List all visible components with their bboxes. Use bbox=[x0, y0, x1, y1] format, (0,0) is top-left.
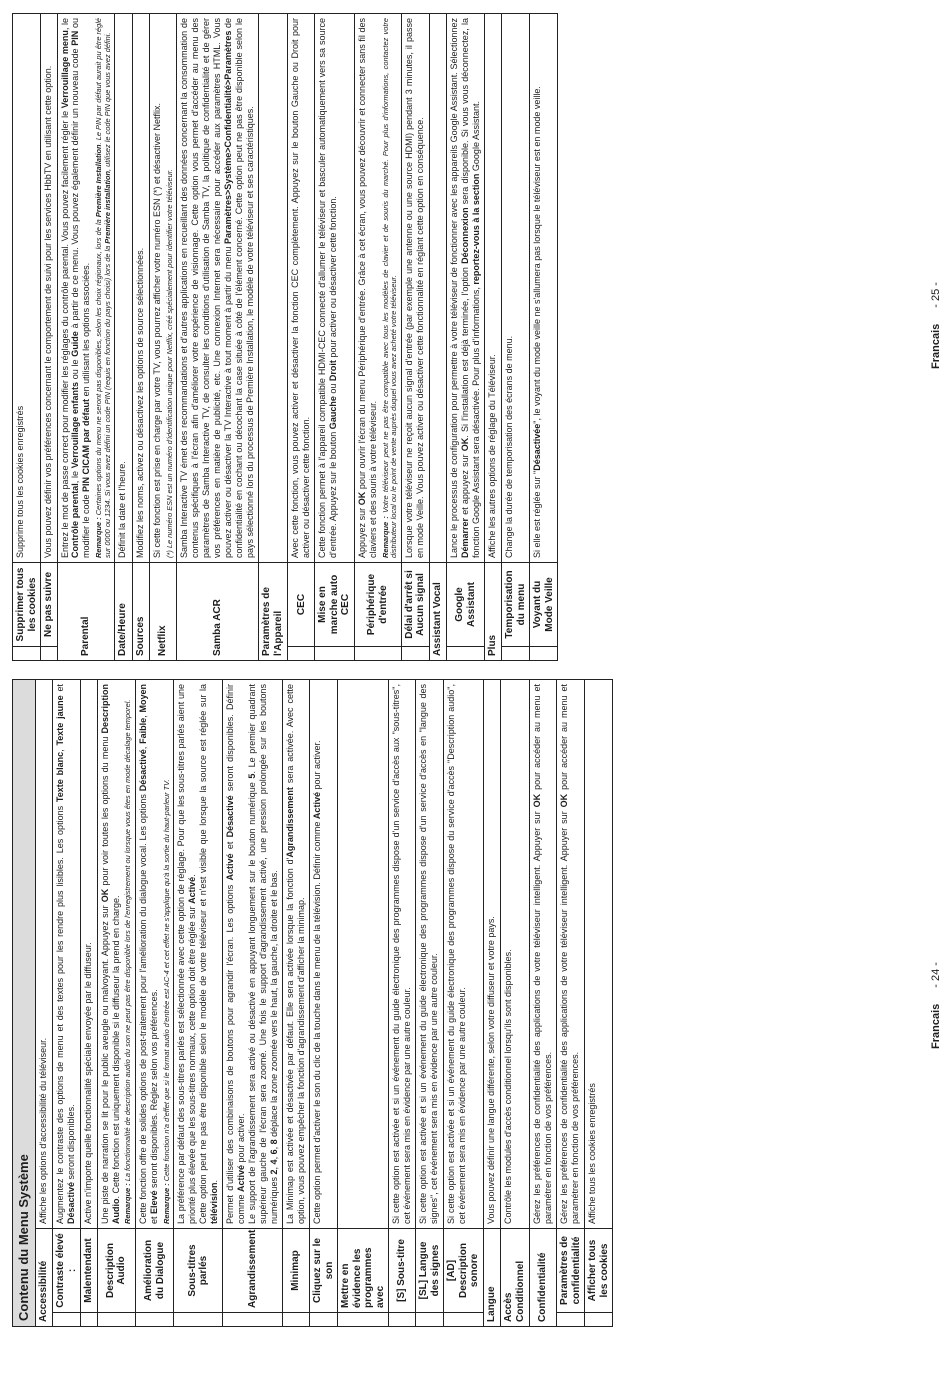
row-label: Amélioration du Dialogue bbox=[136, 1229, 174, 1313]
table-row bbox=[41, 14, 58, 661]
row-description: Si cette option est activée et si un événement du guide électronique des programmes dispose d'un service d'accès en "langue des signes", cet événement sera mis en évidence par une autre couleur. bbox=[416, 680, 444, 1229]
table-row bbox=[502, 14, 530, 661]
row-description: Modifiez les noms, activez ou désactivez les options de source sélectionnées. bbox=[132, 14, 149, 563]
row-label: Périphérique d'entrée bbox=[354, 563, 401, 647]
row-description: La Minimap est activée et désactivée par défaut. Elle sera activée lorsque la fonction d'Agrandissement sera activée. Avec cette option, vous pouvez empêcher la fonction d'agrandissement d'afficher la minimap. bbox=[283, 680, 310, 1229]
menu-table-page-24 bbox=[12, 679, 613, 1327]
row-label: Voyant du Mode Veille bbox=[530, 563, 558, 647]
row-description: Cette fonction offre de solides options de post-traitement pour l'amélioration du dialogue vocal. Les options Désactivé, Faible, Moyen et Elevé seront disponibles. Réglez selon vos préférences. Remarque : Cette fonction n'a d'effet que si le format audio d'entrée est AC-4 et cet effet ne s'applique qu'à la sortie du haut-parleur TV. bbox=[136, 680, 174, 1229]
row-description: Active n'importe quelle fonctionnalité spéciale envoyée par le diffuseur. bbox=[81, 680, 98, 1229]
row-note: Remarque : Votre téléviseur peut ne pas être compatible avec tous les modèles de clavier et de souris du marché. Pour plus d'informations, contactez votre distributeur local ou le point de vente auprès duquel vous avez acheté votre téléviseur. bbox=[380, 18, 399, 558]
row-description: Augmentez le contraste des options de menu et des textes pour les rendre plus lisibles. Les options Texte blanc, Texte jaune et Désactivé seront disponibles. bbox=[53, 680, 81, 1229]
row-label: Contraste élevé : bbox=[53, 1229, 81, 1313]
section-label: Samba ACR bbox=[177, 563, 259, 661]
table-row bbox=[97, 680, 135, 1327]
row-description: Cette option permet d'activer le son du clic de la touche dans le menu de la télévision. Définir comme Activé pour activer. bbox=[310, 680, 338, 1229]
row-note: Remarque : La fonctionnalité de description audio du son ne peut pas être disponible lors de l'enregistrement ou lorsque vous êtes en mode décalage temporel. bbox=[123, 699, 133, 1224]
row-description: Vous pouvez définir vos préférences concernant le comportement de suivi pour les services HbbTV en utilisant cette option. bbox=[41, 14, 58, 563]
table-row bbox=[136, 680, 174, 1327]
row-description: Lorsque votre téléviseur ne reçoit aucun signal d'entrée (par exemple une antenne ou une source HDMI) pendant 3 minutes, il passe en mode Veille. Vous pouvez activer ou désactiver cette fonctionnalité en réglant cette option en conséquence. bbox=[401, 14, 429, 563]
section-label: Paramètres de l'Appareil bbox=[259, 563, 288, 661]
table-row bbox=[132, 14, 149, 661]
row-note: (*) Le numéro ESN est un numéro d'identification unique pour Netflix, créé spécialement pour identifier votre téléviseur. bbox=[164, 169, 174, 558]
row-label: Sous-titres parlés bbox=[174, 1229, 223, 1313]
table-row bbox=[13, 680, 36, 1327]
table-row bbox=[259, 14, 288, 661]
row-label: CEC bbox=[288, 563, 315, 647]
row-description: Supprime tous les cookies enregistrés bbox=[13, 14, 41, 563]
section-label: Langue bbox=[483, 1229, 500, 1327]
table-row bbox=[149, 14, 176, 661]
row-description: Gérez les préférences de confidentialité des applications de votre téléviseur intelligent. Appuyer sur OK pour accéder au menu et paramétrer en fonction de vos préférences. bbox=[530, 680, 557, 1229]
page-title: Contenu du Menu Système bbox=[13, 680, 36, 1327]
row-description: Entrez le mot de passe correct pour modifier les réglages du contrôle parental. Vous pouvez facilement régler le Verrouillage menu, le Contrôle parental, le Verrouillage enfants ou le Guide à partir de ce menu. Vous pouvez également définir un nouveau code PIN ou modifier le code PIN CICAM par défaut en utilisant les options associées. Remarque : Certaines options du menu ne seront pas disponibles, selon les choix régionaux, lors de la Première Installation. Le PIN par défaut aurait pu être réglé sur 0000 ou 1234. Si vous avez défini un code PIN (requis en fonction du pays choisi) lors de la Première installation, utilisez le code PIN que vous avez défini. bbox=[57, 14, 115, 563]
row-label: [S] Sous-titre bbox=[389, 1229, 416, 1313]
section-label: Netflix bbox=[149, 563, 176, 661]
section-label: Plus bbox=[484, 563, 501, 661]
row-description: Affiche tous les cookies enregistrés bbox=[585, 680, 613, 1229]
row-label: [SL] Langue des signes bbox=[416, 1229, 444, 1313]
row-label: Temporisation du menu bbox=[502, 563, 530, 647]
table-row bbox=[115, 14, 132, 661]
row-description: Si cette option est activée et si un événement du guide électronique des programmes dispose d'un service d'accès aux "sous-titres", cet événement sera mis en évidence par une autre couleur. bbox=[389, 680, 416, 1229]
table-row bbox=[530, 14, 558, 661]
table-row bbox=[401, 14, 429, 661]
row-label: Google Assistant bbox=[447, 563, 485, 647]
table-row bbox=[288, 14, 315, 661]
section-label: Confidentialité bbox=[530, 1229, 557, 1327]
row-label: Supprimer tous les cookies bbox=[13, 563, 41, 647]
table-row bbox=[315, 14, 355, 661]
table-row bbox=[557, 680, 585, 1327]
row-description: Permet d'utiliser des combinaisons de boutons pour agrandir l'écran. Les options Activé et Désactivé seront disponibles. Définir comme Activé pour activer. Le support de l'agrandissement sera activé ou désactivé en appuyant longuement sur le bouton numérique 5. Le premier quadrant supérieur gauche de l'écran sera zoomé. Une fois le support d'agrandissement activé, une pression prolongée sur les boutons numériques 2, 4, 6, 8 déplace la zone zoomée vers le haut, la gauche, la droite et le bas. bbox=[223, 680, 283, 1229]
row-description: Appuyez sur OK pour ouvrir l'écran du menu Périphérique d'entrée. Grâce à cet écran, vous pouvez découvrir et connecter sans fil des claviers et des souris à votre téléviseur. Remarque : Votre téléviseur peut ne pas être compatible avec tous les modèles de clavier et de souris du marché. Pour plus d'informations, contactez votre distributeur local ou le point de vente auprès duquel vous avez acheté votre téléviseur. bbox=[354, 14, 401, 563]
row-description: Affiche les options d'accessibilité du téléviseur. bbox=[35, 680, 52, 1229]
row-description: Contrôle les modules d'accès conditionnel lorsqu'ils sont disponibles. bbox=[500, 680, 529, 1229]
section-label: Sources bbox=[132, 563, 149, 661]
table-row bbox=[57, 14, 115, 661]
row-description: Affiche les autres options de réglage du Téléviseur. bbox=[484, 14, 501, 563]
table-row bbox=[429, 14, 446, 661]
row-label: Ne pas suivre bbox=[41, 563, 58, 647]
row-description: Cette fonction permet à l'appareil compatible HDMI-CEC connecté d'allumer le téléviseur et basculer automatiquement vers sa source d'entrée. Appuyez sur le bouton Gauche ou Droit pour activer ou désactiver cette fonction. bbox=[315, 14, 355, 563]
row-label: Malentendant bbox=[81, 1229, 98, 1313]
table-row bbox=[81, 680, 98, 1327]
row-description: Gérez les préférences de confidentialité des applications de votre téléviseur intelligent. Appuyer sur OK pour accéder au menu et paramétrer en fonction de vos préférences. bbox=[557, 680, 585, 1229]
table-row bbox=[35, 680, 52, 1327]
row-label: Description Audio bbox=[97, 1229, 135, 1313]
row-label: Mettre en évidence les programmes avec bbox=[338, 1229, 389, 1313]
row-label: Minimap bbox=[283, 1229, 310, 1313]
page-number-24: Francais- 24 - bbox=[930, 962, 942, 1049]
table-row bbox=[283, 680, 310, 1327]
row-description: Samba Interactive TV émet des recommandations et d'autres applications en recueillant des données concernant la consommation de contenus spécifiques à l'écran afin d'améliorer votre expérience de visionnage. Cette option vous permet d'accéder au menu des paramètres de Samba Interactive TV, de consulter les conditions d'utilisation de Samba TV, la politique de confidentialité et de gérer vos préférences en matière de publicité, etc. Une connexion Internet sera nécessaire pour accéder aux paramètres HTML. Vous pouvez activer ou désactiver la TV Interactive à tout moment à partir du menu Paramètres>Système>Confidentialité>Paramètres de confidentialité en cochant ou décochant la case située à côté de l'élément concerné. Cette option peut ne pas être disponible selon le pays sélectionné lors du processus de Première Installation, le modèle de votre téléviseur et ses caractéristiques. bbox=[177, 14, 259, 563]
row-description: Vous pouvez définir une langue différente, selon votre diffuseur et votre pays. bbox=[483, 680, 500, 1229]
table-row bbox=[177, 14, 259, 661]
table-row bbox=[338, 680, 389, 1327]
row-label: Délai d'arrêt si Aucun signal bbox=[401, 563, 429, 647]
row-label: Cliquez sur le son bbox=[310, 1229, 338, 1313]
row-description: Lance le processus de configuration pour permettre à votre téléviseur de fonctionner avec les appareils Google Assistant. Sélectionnez Démarrer et appuyez sur OK. Si l'installation est déjà terminée, l'option Déconnexion sera disponible. Si vous vous déconnectez, la fonction Google Assistant sera désactivée. Pour plus d'informations, reportez-vous à la section Google Assistant. bbox=[447, 14, 485, 563]
section-label: Accessibilité bbox=[35, 1229, 52, 1327]
row-note: Remarque : Certaines options du menu ne seront pas disponibles, selon les choix régionaux, lors de la Première Installation. Le PIN par défaut aurait pu être réglé sur 0000 ou 1234. Si vous avez défini un code PIN (requis en fonction du pays choisi) lors de la Première installation, utilisez le code PIN que vous avez défini. bbox=[94, 18, 112, 558]
table-row bbox=[447, 14, 485, 661]
table-row bbox=[585, 680, 613, 1327]
row-label: Mise en marche auto CEC bbox=[315, 563, 355, 647]
row-description: La préférence par défaut des sous-titres parlés est sélectionnée avec cette option de réglage. Pour que les sous-titres parlés aient une priorité plus élevée que les sous-titres normaux, cette option doit être réglée sur Activé. Cette option peut ne pas être disponible selon le modèle de votre téléviseur et n'est visible que lorsque la source est réglée sur la télévision. bbox=[174, 680, 223, 1229]
section-label: Parental bbox=[57, 563, 115, 661]
table-row bbox=[416, 680, 444, 1327]
table-row bbox=[500, 680, 529, 1327]
section-label: Date/Heure bbox=[115, 563, 132, 661]
row-label: [AD] Description sonore bbox=[444, 1229, 484, 1313]
row-note: Remarque : Cette fonction n'a d'effet que si le format audio d'entrée est AC-4 et cet effet ne s'applique qu'à la sortie du haut-parleur TV. bbox=[161, 779, 171, 1224]
table-row bbox=[53, 680, 81, 1327]
row-label: Agrandissement bbox=[223, 1229, 283, 1313]
table-row bbox=[484, 14, 501, 661]
menu-table-page-25 bbox=[12, 13, 558, 661]
row-description: Définit la date et l'heure. bbox=[115, 14, 132, 563]
row-description: Change la durée de temporisation des écrans de menu. bbox=[502, 14, 530, 563]
table-row bbox=[354, 14, 401, 661]
row-description: Si cette fonction est prise en charge par votre TV, vous pourrez afficher votre numéro ESN (*) et désactiver Netflix. (*) Le numéro ESN est un numéro d'identification unique pour Netflix, créé spécialement pour identifier votre téléviseur. bbox=[149, 14, 176, 563]
row-description: Si elle est réglée sur "Désactivée", le voyant du mode veille ne s'allumera pas lorsque le téléviseur est en mode veille. bbox=[530, 14, 558, 563]
row-label: Afficher tous les cookies bbox=[585, 1229, 613, 1313]
table-row bbox=[223, 680, 283, 1327]
row-description: Si cette option est activée et si un événement du guide électronique des programmes dispose du service d'accès "Description audio", cet événement sera mis en évidence par une autre couleur. bbox=[444, 680, 484, 1229]
page-number-25: Francais- 25 - bbox=[930, 282, 942, 369]
section-label: Assistant Vocal bbox=[429, 563, 446, 661]
table-row bbox=[444, 680, 484, 1327]
row-label: Paramètres de confidentialité bbox=[557, 1229, 585, 1313]
section-label: Accès Conditionnel bbox=[500, 1229, 529, 1327]
table-row bbox=[13, 14, 41, 661]
table-row bbox=[530, 680, 557, 1327]
table-row bbox=[483, 680, 500, 1327]
table-row bbox=[174, 680, 223, 1327]
table-row bbox=[389, 680, 416, 1327]
row-description: Avec cette fonction, vous pouvez activer et désactiver la fonction CEC complètement. Appuyez sur le bouton Gauche ou Droit pour activer ou désactiver cette fonction. bbox=[288, 14, 315, 563]
row-description: Une piste de narration se lit pour le public aveugle ou malvoyant. Appuyez sur OK pour voir toutes les options du menu Description Audio. Cette fonction est uniquement disponible si le diffuseur la prend en charge. Remarque : La fonctionnalité de description audio du son ne peut pas être disponible lors de l'enregistrement ou lorsque vous êtes en mode décalage temporel. bbox=[97, 680, 135, 1229]
table-row bbox=[310, 680, 338, 1327]
